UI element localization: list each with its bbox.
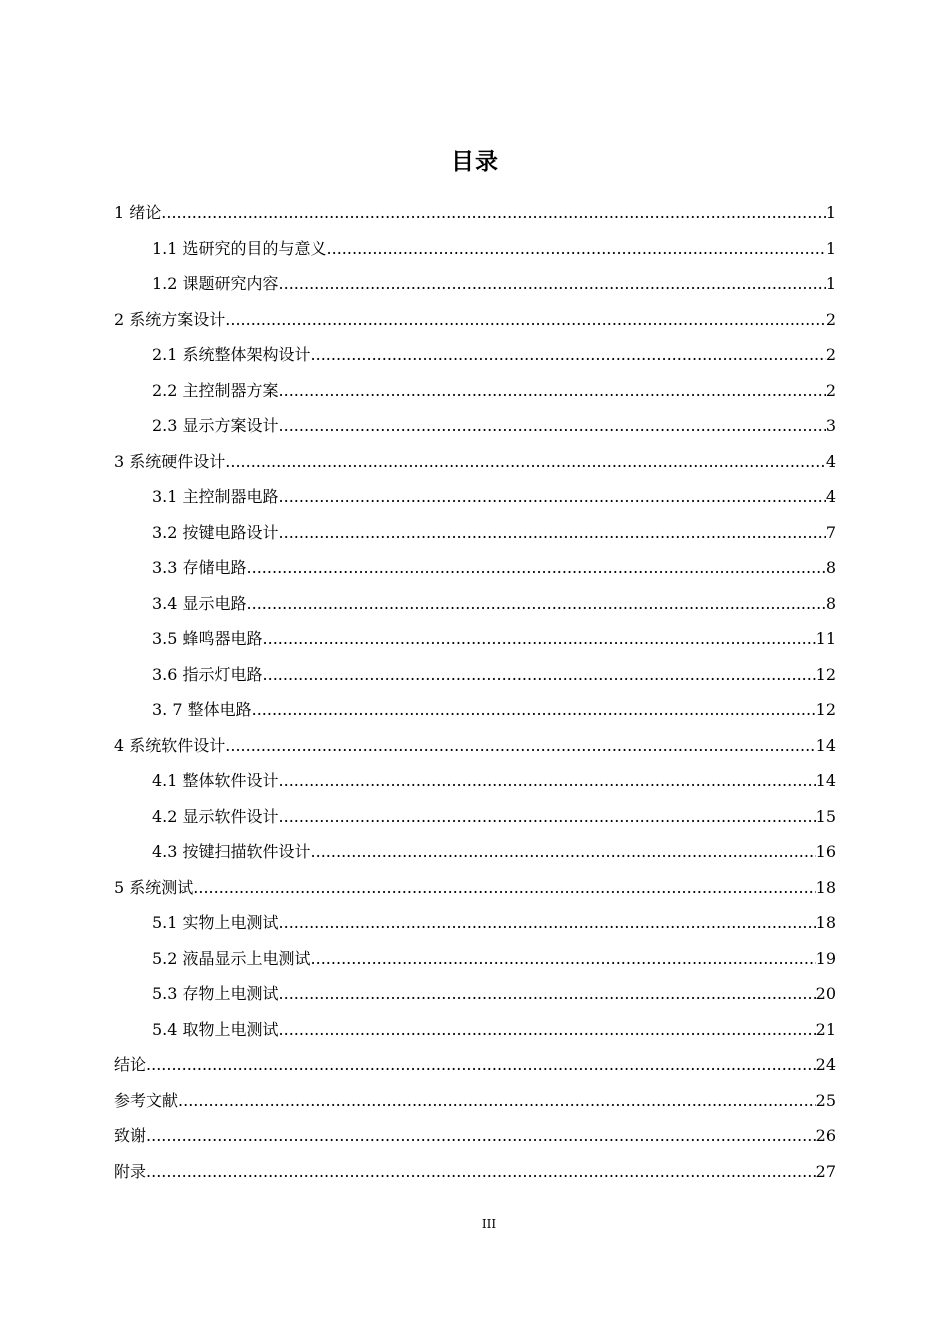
toc-entry-page: 14 — [815, 735, 836, 755]
toc-entry[interactable] — [114, 515, 836, 551]
toc-entry[interactable] — [114, 479, 836, 515]
toc-entry[interactable] — [114, 1083, 836, 1119]
toc-entry-page: 8 — [825, 593, 836, 613]
toc-entry-page: 12 — [815, 664, 836, 684]
toc-dot-leader — [263, 621, 816, 657]
toc-dot-leader — [178, 1083, 816, 1119]
toc-entry-page: 2 — [825, 380, 836, 400]
toc-entry-label: 2.2 主控制器方案 — [152, 380, 279, 400]
toc-entry-label: 附录 — [114, 1161, 147, 1181]
toc-entry-label: 1.1 选研究的目的与意义 — [152, 238, 327, 258]
toc-entry[interactable] — [114, 1012, 836, 1048]
toc-dot-leader — [263, 657, 816, 693]
toc-entry-page: 20 — [815, 984, 836, 1003]
toc-entry-label: 3. 7 整体电路 — [152, 700, 252, 719]
toc-dot-leader — [311, 834, 816, 870]
toc-entry-page: 27 — [815, 1161, 836, 1181]
toc-entry[interactable] — [114, 586, 836, 622]
toc-entry-page: 4 — [825, 487, 836, 506]
toc-entry[interactable] — [114, 799, 836, 835]
toc-entry-page: 21 — [815, 1019, 836, 1039]
toc-entry-label: 4.2 显示软件设计 — [152, 806, 279, 826]
toc-dot-leader — [225, 444, 826, 480]
toc-entry-page: 19 — [815, 948, 836, 968]
toc-entry[interactable] — [114, 373, 836, 409]
toc-entry-label: 1 绪论 — [114, 203, 162, 222]
toc-dot-leader — [327, 231, 826, 267]
toc-entry-label: 参考文献 — [114, 1090, 179, 1110]
toc-entry-label: 3.3 存储电路 — [152, 558, 247, 577]
toc-entry-label: 4.3 按键扫描软件设计 — [152, 842, 311, 861]
toc-dot-leader — [161, 195, 826, 231]
toc-entry[interactable] — [114, 1118, 836, 1154]
toc-entry[interactable] — [114, 266, 836, 302]
toc-entry[interactable] — [114, 692, 836, 728]
toc-entry[interactable] — [114, 905, 836, 941]
toc-entry-label: 4.1 整体软件设计 — [152, 771, 279, 790]
toc-entry-label: 3.2 按键电路设计 — [152, 522, 279, 542]
toc-dot-leader — [225, 302, 826, 338]
toc-entry[interactable] — [114, 728, 836, 764]
toc-entry-label: 2.3 显示方案设计 — [152, 416, 279, 435]
toc-entry-label: 3 系统硬件设计 — [114, 451, 226, 471]
toc-entry-page: 18 — [815, 913, 836, 932]
toc-entry[interactable] — [114, 550, 836, 586]
toc-entry[interactable] — [114, 834, 836, 870]
toc-dot-leader — [311, 941, 816, 977]
toc-entry[interactable] — [114, 621, 836, 657]
toc-entry-label: 1.2 课题研究内容 — [152, 274, 279, 293]
toc-dot-leader — [193, 870, 815, 906]
toc-dot-leader — [279, 515, 826, 551]
toc-entry-label: 3.1 主控制器电路 — [152, 487, 279, 506]
toc-dot-leader — [146, 1047, 816, 1083]
toc-dot-leader — [279, 905, 816, 941]
toc-dot-leader — [279, 373, 826, 409]
toc-entry-page: 12 — [815, 700, 836, 719]
toc-dot-leader — [279, 1012, 816, 1048]
toc-entry-page: 24 — [815, 1055, 836, 1074]
toc-entry[interactable] — [114, 1154, 836, 1190]
toc-entry-page: 11 — [815, 629, 836, 648]
toc-entry-label: 结论 — [114, 1055, 147, 1074]
page-title: 目录 — [451, 149, 499, 175]
toc-entry[interactable] — [114, 231, 836, 267]
toc-dot-leader — [247, 586, 826, 622]
toc-entry[interactable] — [114, 302, 836, 338]
toc-dot-leader — [279, 266, 826, 302]
toc-entry-label: 致谢 — [114, 1126, 147, 1145]
toc-entry-page: 1 — [825, 203, 836, 222]
toc-dot-leader — [252, 692, 816, 728]
toc-dot-leader — [146, 1154, 816, 1190]
toc-entry[interactable] — [114, 763, 836, 799]
toc-entry-label: 2.1 系统整体架构设计 — [152, 345, 311, 364]
toc-entry-label: 4 系统软件设计 — [114, 735, 226, 755]
toc-entry-page: 3 — [825, 416, 836, 435]
toc-entry[interactable] — [114, 870, 836, 906]
toc-dot-leader — [279, 479, 826, 515]
toc-dot-leader — [225, 728, 815, 764]
toc-dot-leader — [279, 763, 816, 799]
toc-dot-leader — [247, 550, 826, 586]
toc-dot-leader — [279, 799, 816, 835]
toc-entry[interactable] — [114, 337, 836, 373]
toc-entry-label: 5.4 取物上电测试 — [152, 1019, 279, 1039]
toc-entry-page: 16 — [815, 842, 836, 861]
toc-dot-leader — [279, 408, 826, 444]
toc-entry[interactable] — [114, 195, 836, 231]
toc-entry-page: 1 — [825, 238, 836, 258]
toc-entry-page: 7 — [825, 522, 836, 542]
toc-entry-label: 5.3 存物上电测试 — [152, 984, 279, 1003]
toc-entry-page: 1 — [825, 274, 836, 293]
toc-entry[interactable] — [114, 941, 836, 977]
toc-entry-label: 5 系统测试 — [114, 877, 194, 897]
toc-entry-label: 3.6 指示灯电路 — [152, 664, 263, 684]
toc-dot-leader — [279, 976, 816, 1012]
toc-entry-page: 14 — [815, 771, 836, 790]
toc-dot-leader — [311, 337, 826, 373]
toc-entry-label: 3.5 蜂鸣器电路 — [152, 629, 263, 648]
toc-entry-page: 26 — [815, 1126, 836, 1145]
toc-entry[interactable] — [114, 657, 836, 693]
toc-entry-page: 18 — [815, 877, 836, 897]
toc-entry-label: 3.4 显示电路 — [152, 593, 247, 613]
toc-entry[interactable] — [114, 1047, 836, 1083]
toc-entry-label: 5.1 实物上电测试 — [152, 913, 279, 932]
toc-entry[interactable] — [114, 444, 836, 480]
toc-dot-leader — [146, 1118, 816, 1154]
toc-entry-page: 15 — [815, 806, 836, 826]
page-number: III — [481, 1217, 497, 1231]
toc-entry[interactable] — [114, 408, 836, 444]
toc-entry-page: 2 — [825, 345, 836, 364]
toc-entry-page: 25 — [815, 1090, 836, 1110]
toc-entry[interactable] — [114, 976, 836, 1012]
toc-entry-page: 4 — [825, 451, 836, 471]
toc-entry-label: 2 系统方案设计 — [114, 309, 226, 329]
table-of-contents — [114, 195, 836, 1189]
toc-entry-label: 5.2 液晶显示上电测试 — [152, 948, 311, 968]
toc-entry-page: 2 — [825, 309, 836, 329]
toc-entry-page: 8 — [825, 558, 836, 577]
